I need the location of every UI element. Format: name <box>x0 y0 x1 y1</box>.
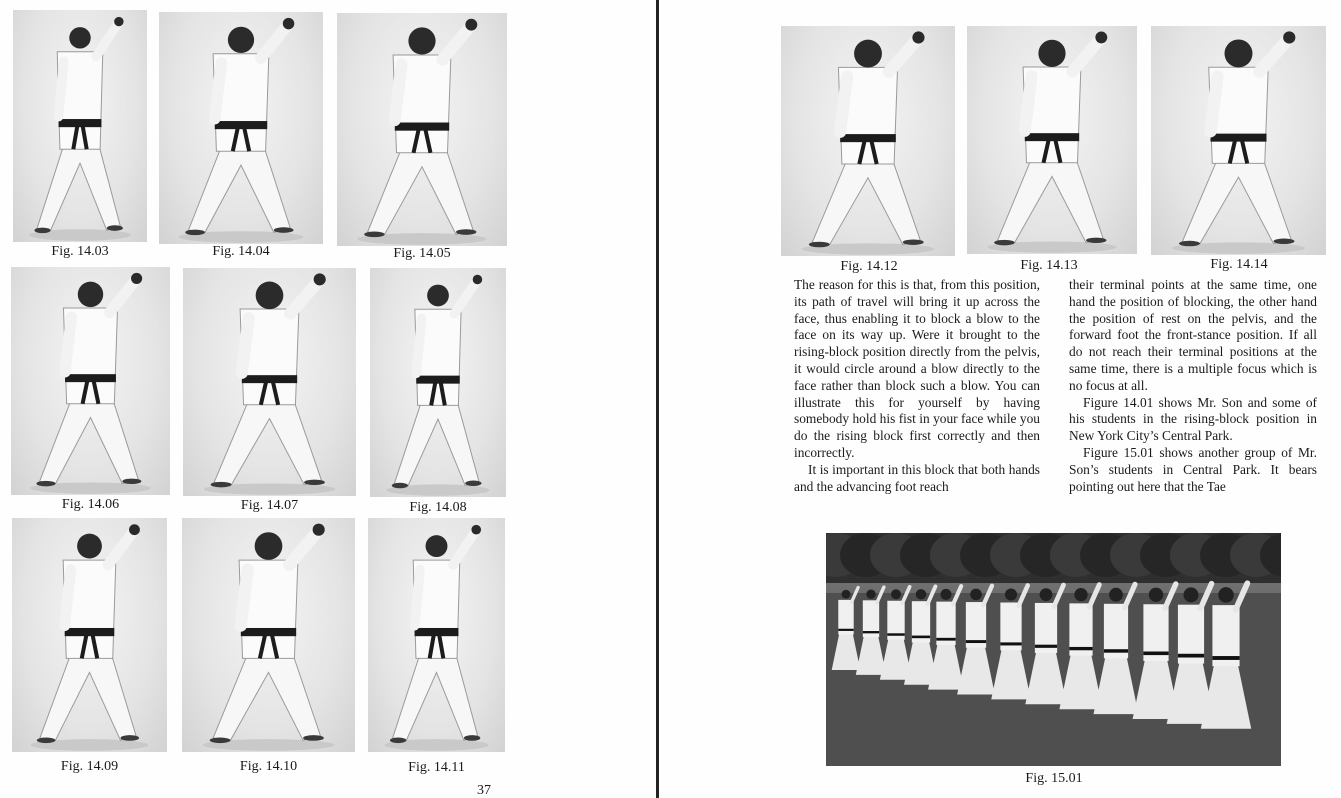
figure-14-06-photo <box>11 267 170 495</box>
figure-caption: Fig. 14.08 <box>409 500 467 515</box>
figure-14-10-photo <box>182 518 355 752</box>
text-column-1 <box>794 277 1040 495</box>
paragraph: It is important in this block that both hands and the advancing foot reach <box>794 461 1040 494</box>
left-page <box>0 0 656 798</box>
figure-caption: Fig. 14.09 <box>60 759 119 774</box>
figure-caption: Fig. 14.10 <box>239 759 298 774</box>
figure-caption: Fig. 14.07 <box>240 498 299 513</box>
figure-14-12-photo <box>781 26 955 256</box>
figure-14-14-photo <box>1151 26 1326 255</box>
figure-14-03-photo <box>13 10 147 242</box>
figure-14-05-photo <box>337 13 507 246</box>
figure-14-04-photo <box>159 12 323 244</box>
figure-caption: Fig. 14.04 <box>212 244 270 259</box>
figure-14-07-photo <box>183 268 356 496</box>
paragraph: The reason for this is that, from this position, its path of travel will bring it up across the face, thus enabling it to block a blow to the face on its way up. Were it brought to the rising-block position directly from the pelvis, it would circle around a blow directly to the face rather than block such a blow. You can illustrate this for yourself by having somebody hold his fist in your face while you do the rising block first correctly and then incorrectly. <box>794 277 1040 460</box>
figure-14-11-photo <box>368 518 505 752</box>
figure-14-13-photo <box>967 26 1137 254</box>
figure-caption: Fig. 14.06 <box>61 497 120 512</box>
figure-caption: Fig. 14.12 <box>840 259 898 274</box>
page-number: 37 <box>477 783 491 798</box>
figure-caption: Fig. 14.03 <box>51 244 109 259</box>
group-photo-central-park <box>826 533 1281 766</box>
paragraph: Figure 14.01 shows Mr. Son and some of his students in the rising-block position in New York City’s Central Park. <box>1069 394 1317 444</box>
figure-caption: Fig. 15.01 <box>1025 771 1083 786</box>
figure-caption: Fig. 14.05 <box>393 246 451 261</box>
figure-14-09-photo <box>12 518 167 752</box>
paragraph: their terminal points at the same time, one hand the position of blocking, the other hand the position of rest on the pelvis, and the forward foot the front-stance position. If all do not reach their terminal positions at the same time, there is a multiple focus which is no focus at all. <box>1069 277 1317 393</box>
paragraph: Figure 15.01 shows another group of Mr. Son’s students in Central Park. It bears pointing out here that the Tae <box>1069 444 1317 494</box>
figure-caption: Fig. 14.14 <box>1210 257 1268 272</box>
figure-caption: Fig. 14.13 <box>1020 258 1078 273</box>
figure-14-08-photo <box>370 268 506 497</box>
right-page <box>659 0 1341 798</box>
text-column-2 <box>1069 277 1317 495</box>
figure-caption: Fig. 14.11 <box>408 760 465 775</box>
